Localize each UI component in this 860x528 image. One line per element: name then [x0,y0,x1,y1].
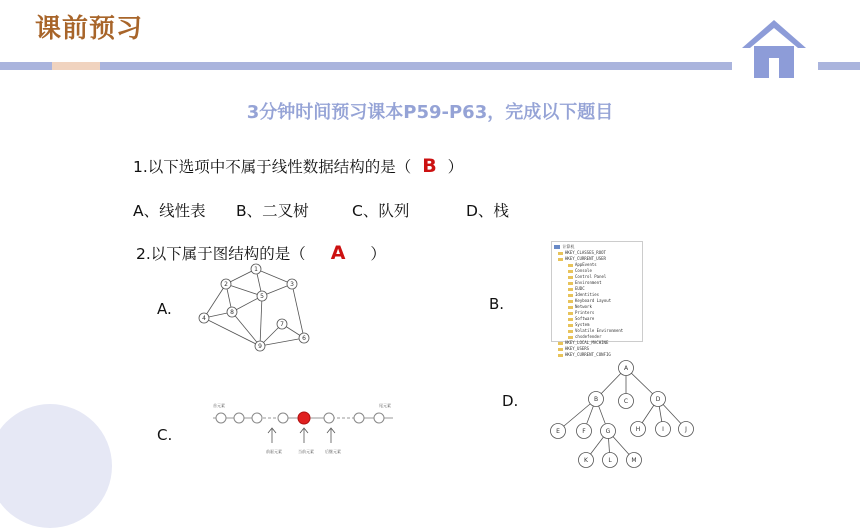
folder-icon [568,288,573,291]
folder-icon [558,258,563,261]
question-1 [133,155,463,177]
graph-figure [192,260,314,354]
graph-node-label: 9 [258,343,262,351]
folder-icon [568,336,573,339]
current-node [298,412,310,424]
registry-item: Software [558,316,642,322]
registry-item: Keyboard Layout [558,298,642,304]
folder-icon [568,312,573,315]
folder-icon [558,342,563,345]
header-bar-right [818,62,860,70]
label-c: C. [157,426,173,444]
linear-list-figure [209,399,397,463]
option-a: A、线性表 [133,202,206,220]
tree-node-label: C [623,398,629,406]
label-d: D. [502,392,519,410]
graph-node-label: 4 [202,315,206,323]
question-2-answer: A [330,242,346,264]
registry-item: AppEvents [558,262,642,268]
tree-figure [541,357,695,473]
header-bar-accent [52,62,100,70]
registry-item: Printers [558,310,642,316]
tree-node-label: K [584,457,588,465]
graph-node-label: 6 [302,335,306,343]
registry-item: Identities [558,292,642,298]
tail-label: 尾元素 [379,403,391,408]
folder-icon [558,252,563,255]
subtitle: 3分钟时间预习课本P59-P63，完成以下题目 [246,102,614,123]
computer-icon [554,245,560,249]
registry-item: Volatile Environment [558,328,642,334]
registry-tree-figure [551,241,643,357]
registry-item: Environment [558,280,642,286]
graph-node-label: 8 [230,309,234,317]
folder-icon [568,282,573,285]
folder-icon [568,300,573,303]
option-b: B、二叉树 [236,202,309,220]
question-1-close: ） [447,158,464,176]
tree-node-label: L [608,457,612,465]
tree-node-label: J [685,426,687,434]
question-1-answer: B [422,155,437,177]
folder-icon [568,330,573,333]
header-bar-left [0,62,52,70]
graph-node-label: 7 [280,321,284,329]
folder-icon [568,306,573,309]
folder-icon [568,276,573,279]
tree-node-label: D [655,396,661,404]
registry-root: 计算机 [552,242,642,250]
graph-node-label: 2 [224,281,228,289]
registry-item: Console [558,268,642,274]
tree-node-label: A [623,365,629,373]
registry-item: HKEY_USERS [558,346,642,352]
label-a: A. [157,300,172,318]
registry-item: HKEY_CURRENT_CONFIG [558,352,642,358]
registry-item: HKEY_CURRENT_USER [558,256,642,262]
folder-icon [568,294,573,297]
graph-node-label: 3 [290,281,294,289]
folder-icon [568,324,573,327]
tree-node-label: B [593,396,599,404]
registry-item: chsdefender [558,334,642,340]
registry-item: Network [558,304,642,310]
registry-item: HKEY_CLASSES_ROOT [558,250,642,256]
registry-item: Control Panel [558,274,642,280]
option-d: D、栈 [466,202,509,220]
registry-item: HKEY_LOCAL_MACHINE [558,340,642,346]
prev-label: 前驱元素 [266,449,282,454]
folder-icon [568,264,573,267]
question-1-text: 1.以下选项中不属于线性数据结构的是（ [133,158,412,176]
label-b: B. [489,295,505,313]
question-2-text: 2.以下属于图结构的是（ [136,245,306,263]
graph-node-label: 1 [254,266,258,274]
graph-node-label: 5 [260,293,264,301]
decorative-circle [0,404,112,528]
tree-node-label: I [662,426,664,434]
header-bar [100,62,732,70]
registry-item: EUDC [558,286,642,292]
folder-icon [568,270,573,273]
page-title: 课前预习 [35,14,144,44]
next-label: 后继元素 [325,449,341,454]
option-c: C、队列 [352,202,410,220]
folder-icon [568,318,573,321]
tree-node-label: H [635,426,641,434]
tree-node-label: G [605,428,611,436]
head-label: 首元素 [213,403,225,408]
folder-icon [558,348,563,351]
home-icon[interactable] [740,16,808,80]
current-label: 当前元素 [298,449,314,454]
registry-item: System [558,322,642,328]
question-2-close: ） [370,245,386,263]
tree-node-label: M [631,457,637,465]
tree-node-label: F [582,428,586,436]
tree-node-label: E [556,428,560,436]
